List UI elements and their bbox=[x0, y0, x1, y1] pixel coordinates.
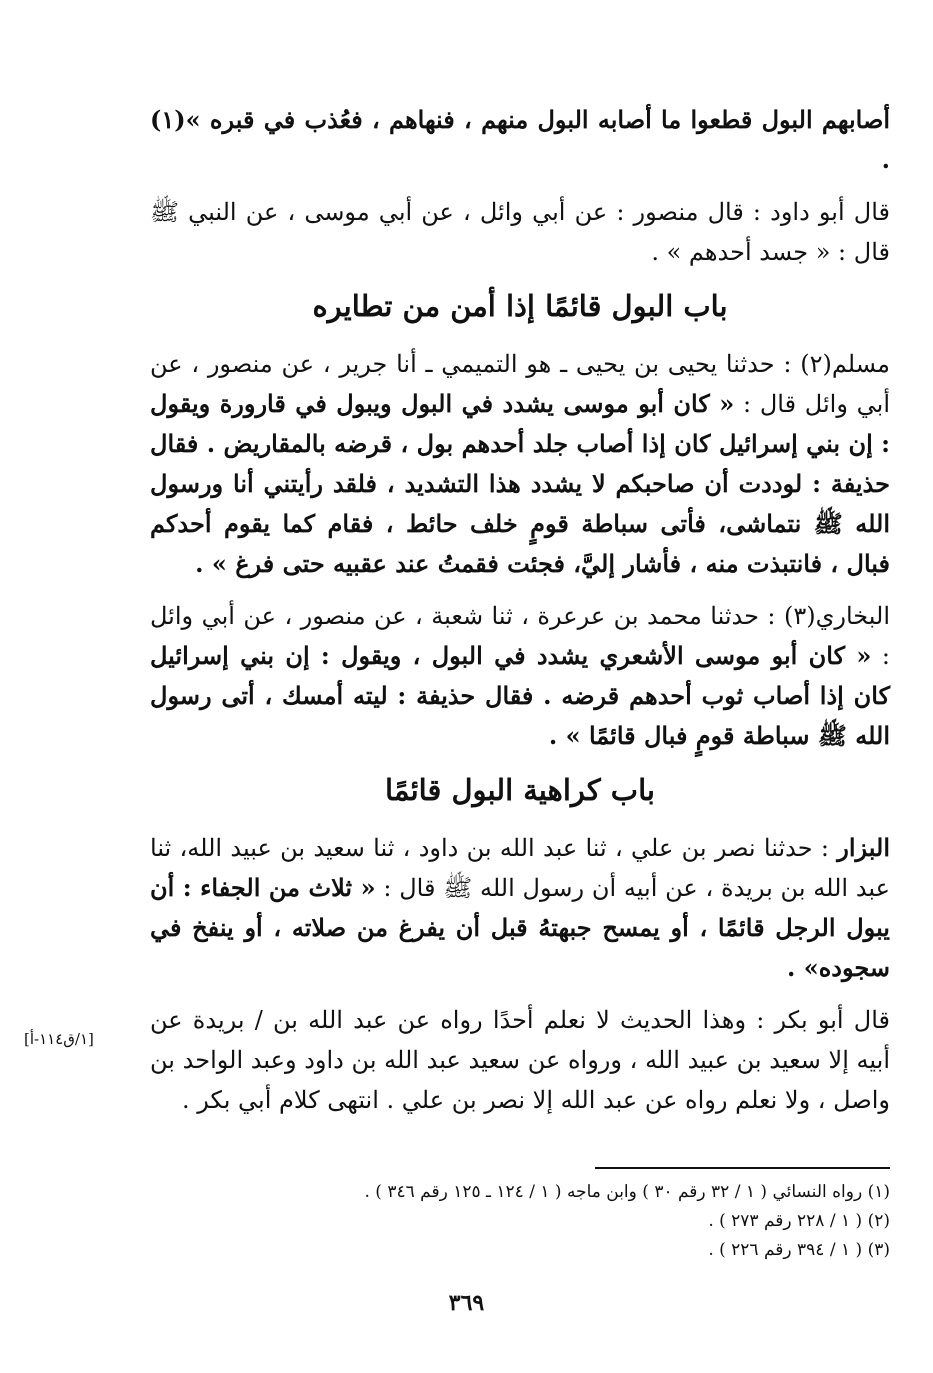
chapter-heading-2: باب كراهية البول قائمًا bbox=[384, 773, 656, 807]
paragraph-muslim bbox=[150, 344, 890, 584]
chapter-heading-1: باب البول قائمًا إذا أمن من تطايره bbox=[312, 289, 728, 323]
paragraph-bazzar bbox=[150, 828, 890, 988]
page-body bbox=[150, 100, 890, 1132]
hadith-text: « ثلاث من الجفاء : أن يبول الرجل قائمًا ، أو يمسح جبهتهُ قبل أن يفرغ من صلاته ، أو ينفخ في سجوده» . bbox=[150, 873, 890, 982]
hadith-text: « كان أبو موسى الأشعري يشدد في البول ، ويقول : إن بني إسرائيل كان إذا أصاب ثوب أحدهم قرضه . فقال حذيفة : ليته أمسك ، أتى رسول الله ﷺ سباطة قومٍ فبال قائمًا » . bbox=[150, 641, 890, 750]
hadith-text: « كان أبو موسى يشدد في البول ويبول في قارورة ويقول : إن بني إسرائيل كان إذا أصاب جلد أحدهم بول ، قرضه بالمقاريض . فقال حذيفة : لوددت أن صاحبكم لا يشدد هذا التشديد ، فلقد رأيتني أنا ورسول الله ﷺ نتماشى، فأتى سباطة قومٍ خلف حائط ، فقام كما يقوم أحدكم فبال ، فانتبذت منه ، فأشار إليَّ، فجئت فقمتُ عند عقبيه حتى فرغ » . bbox=[150, 389, 890, 578]
source-label: مسلم(٢) bbox=[800, 350, 890, 378]
footnote-2: (٢) ( ١ / ٢٢٨ رقم ٢٧٣ ) . bbox=[708, 1211, 890, 1231]
paragraph-abu-bakr: قال أبو بكر : وهذا الحديث لا نعلم أحدًا رواه عن عبد الله بن / بريدة عن أبيه إلا سعيد بن عبيد الله ، ورواه عن سعيد عبد الله بن داود وعبد الواحد بن واصل ، ولا نعلم رواه عن عبد الله إلا نصر بن علي . انتهى كلام أبي بكر . bbox=[150, 1006, 890, 1114]
paragraph-continuation: أصابهم البول قطعوا ما أصابه البول منهم ، فنهاهم ، فعُذب في قبره »(١) . bbox=[150, 105, 890, 174]
manuscript-folio-note: [١/ق١١٤-أ] bbox=[24, 1030, 94, 1048]
footnote-divider bbox=[595, 1167, 890, 1169]
isnad-text: : حدثنا يحيى بن يحيى ـ هو التميمي ـ أنا جرير ، عن منصور ، عن أبي وائل قال : bbox=[150, 350, 891, 418]
paragraph-abu-dawud: قال أبو داود : قال منصور : عن أبي وائل ، عن أبي موسى ، عن النبي ﷺ قال : « جسد أحدهم » . bbox=[150, 198, 890, 266]
page-number: ٣٦٩ bbox=[448, 1290, 485, 1316]
source-label: البزار bbox=[837, 833, 890, 862]
footnote-1: (١) رواه النسائي ( ١ / ٣٢ رقم ٣٠ ) وابن ماجه ( ١ / ١٢٤ ـ ١٢٥ رقم ٣٤٦ ) . bbox=[364, 1182, 890, 1202]
isnad-text: : حدثنا محمد بن عرعرة ، ثنا شعبة ، عن منصور ، عن أبي وائل : bbox=[150, 602, 890, 670]
source-label: البخاري(٣) bbox=[783, 602, 890, 630]
paragraph-bukhari bbox=[150, 596, 890, 756]
footnote-3: (٣) ( ١ / ٣٩٤ رقم ٢٢٦ ) . bbox=[708, 1240, 890, 1260]
footnotes bbox=[150, 1178, 890, 1265]
isnad-text: : حدثنا نصر بن علي ، ثنا عبد الله بن داود ، ثنا سعيد بن عبيد الله، ثنا عبد الله بن بريدة ، عن أبيه أن رسول الله ﷺ قال : bbox=[150, 834, 890, 902]
